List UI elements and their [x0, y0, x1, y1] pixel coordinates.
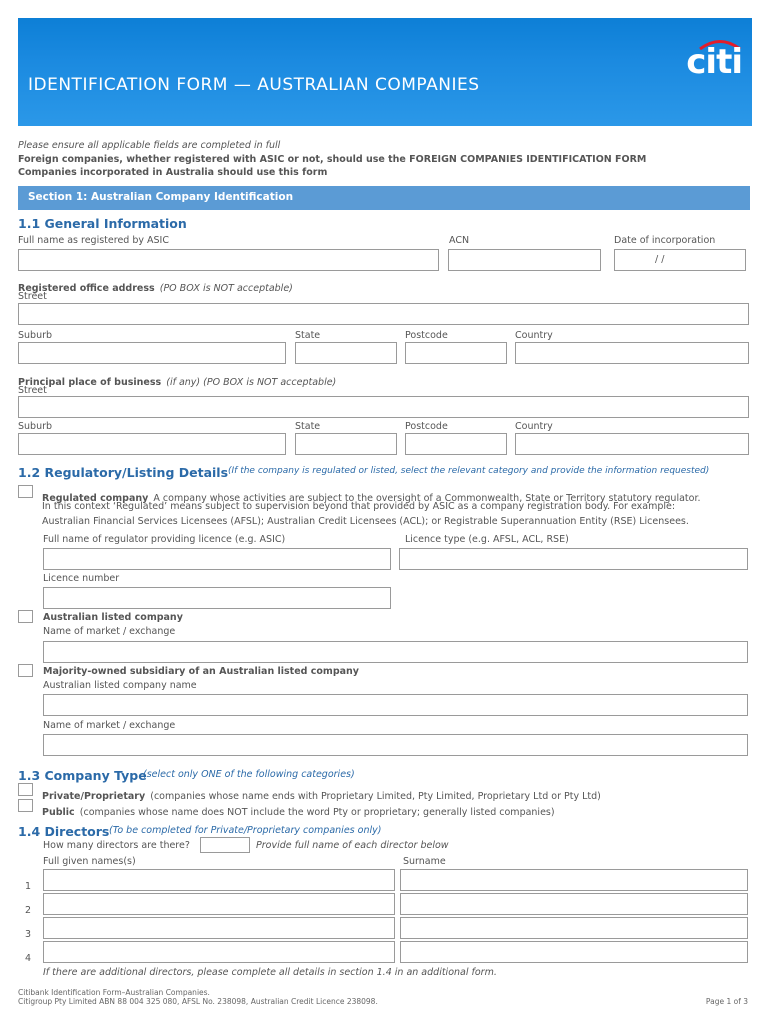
regulated-checkbox[interactable]: [18, 485, 33, 498]
intro-line-1: Please ensure all applicable fields are completed in full: [18, 140, 281, 151]
director-row-number: 2: [25, 905, 32, 916]
principal-label-group: [18, 370, 336, 389]
principal-note: (if any) (PO BOX is NOT acceptable): [166, 377, 337, 388]
licence-type-label: Licence type (e.g. AFSL, ACL, RSE): [405, 534, 569, 545]
principal-label: Principal place of business: [18, 377, 162, 388]
suburb2-input[interactable]: [18, 433, 286, 455]
header-banner: [18, 18, 752, 126]
section-1-bar: [18, 186, 750, 210]
state-label: State: [295, 330, 321, 341]
regulator-name-label: Full name of regulator providing licence (e.g. ASIC): [43, 534, 286, 545]
regulated-desc-1: A company whose activities are subject to the oversight of a Commonwealth, State or Territory statutory regulator.: [153, 493, 701, 504]
postcode2-input[interactable]: [405, 433, 507, 455]
intro-line-3: Companies incorporated in Australia should use this form: [18, 167, 328, 178]
public-line: [42, 800, 555, 819]
footer-line-1: Citibank Identification Form–Australian Companies.: [18, 988, 210, 997]
licence-number-input[interactable]: [43, 587, 391, 609]
doi-separators: / /: [655, 254, 665, 265]
private-title: Private/Proprietary: [42, 791, 146, 802]
subsidiary-market-label: Name of market / exchange: [43, 720, 176, 731]
director-row-number: 4: [25, 953, 32, 964]
director-1-surname-input[interactable]: [400, 869, 748, 891]
director-4-surname-input[interactable]: [400, 941, 748, 963]
regulator-name-input[interactable]: [43, 548, 391, 570]
full-name-label: Full name as registered by ASIC: [18, 235, 169, 246]
director-row-number: 1: [25, 881, 32, 892]
listed-market-label: Name of market / exchange: [43, 626, 176, 637]
country-label: Country: [515, 330, 553, 341]
surname-label: Surname: [403, 856, 446, 867]
suburb-label: Suburb: [18, 330, 53, 341]
director-4-given-input[interactable]: [43, 941, 395, 963]
doi-label: Date of incorporation: [614, 235, 716, 246]
suburb-input[interactable]: [18, 342, 286, 364]
public-title: Public: [42, 807, 75, 818]
page-title: IDENTIFICATION FORM — AUSTRALIAN COMPANIES: [28, 75, 480, 95]
regulatory-note: (If the company is regulated or listed, select the relevant category and provide the information requested): [228, 466, 710, 476]
director-1-given-input[interactable]: [43, 869, 395, 891]
state2-label: State: [295, 421, 321, 432]
acn-input[interactable]: [448, 249, 601, 271]
street-label: Street: [18, 291, 47, 302]
directors-note: (To be completed for Private/Proprietary companies only): [109, 825, 382, 836]
state-input[interactable]: [295, 342, 397, 364]
how-many-input[interactable]: [200, 837, 250, 853]
subsidiary-checkbox[interactable]: [18, 664, 33, 677]
director-3-given-input[interactable]: [43, 917, 395, 939]
licence-number-label: Licence number: [43, 573, 120, 584]
page-number: Page 1 of 3: [705, 997, 748, 1006]
company-type-note: (select only ONE of the following categories): [143, 769, 355, 780]
full-name-input[interactable]: [18, 249, 439, 271]
subsidiary-company-label: Australian listed company name: [43, 680, 197, 691]
regulatory-heading: 1.2 Regulatory/Listing Details: [18, 465, 229, 480]
acn-label: ACN: [449, 235, 470, 246]
postcode-input[interactable]: [405, 342, 507, 364]
director-3-surname-input[interactable]: [400, 917, 748, 939]
listed-title: Australian listed company: [43, 612, 183, 623]
postcode-label: Postcode: [405, 330, 448, 341]
additional-directors-note: If there are additional directors, please complete all details in section 1.4 in an additional form.: [43, 967, 497, 978]
public-checkbox[interactable]: [18, 799, 33, 812]
private-checkbox[interactable]: [18, 783, 33, 796]
director-row-number: 3: [25, 929, 32, 940]
country2-label: Country: [515, 421, 553, 432]
country2-input[interactable]: [515, 433, 749, 455]
street-input[interactable]: [18, 303, 749, 325]
listed-market-input[interactable]: [43, 641, 748, 663]
regulated-desc-2: In this context ‘Regulated’ means subject to supervision beyond that provided by ASIC as a company registration body. For example:: [42, 501, 676, 512]
subsidiary-company-input[interactable]: [43, 694, 748, 716]
public-desc: (companies whose name does NOT include the word Pty or proprietary; generally listed companies): [79, 807, 555, 818]
state2-input[interactable]: [295, 433, 397, 455]
section-1-title: Section 1: Australian Company Identification: [28, 191, 294, 203]
intro-line-2: Foreign companies, whether registered with ASIC or not, should use the FOREIGN COMPANIES IDENTIFICATION FORM: [18, 154, 647, 165]
doi-input[interactable]: [614, 249, 746, 271]
company-type-heading: 1.3 Company Type: [18, 768, 147, 783]
general-info-heading: 1.1 General Information: [18, 216, 187, 231]
country-input[interactable]: [515, 342, 749, 364]
street2-input[interactable]: [18, 396, 749, 418]
subsidiary-title: Majority-owned subsidiary of an Australian listed company: [43, 666, 359, 677]
director-2-given-input[interactable]: [43, 893, 395, 915]
regulated-title: Regulated company: [42, 493, 149, 504]
citi-logo: citi: [686, 42, 742, 82]
given-names-label: Full given names(s): [43, 856, 136, 867]
private-desc: (companies whose name ends with Proprietary Limited, Pty Limited, Proprietary Ltd or Pty Ltd): [150, 791, 601, 802]
reg-office-label: Registered office address: [18, 283, 155, 294]
suburb2-label: Suburb: [18, 421, 53, 432]
regulated-desc-3: Australian Financial Services Licensees (AFSL); Australian Credit Licensees (ACL); or Registrable Superannuation Entity (RSE) Licensees.: [42, 516, 689, 527]
listed-checkbox[interactable]: [18, 610, 33, 623]
provide-note: Provide full name of each director below: [256, 840, 449, 851]
footer-line-2: Citigroup Pty Limited ABN 88 004 325 080, AFSL No. 238098, Australian Credit Licence 238098.: [18, 997, 378, 1006]
how-many-label: How many directors are there?: [43, 840, 190, 851]
licence-type-input[interactable]: [399, 548, 748, 570]
directors-heading: 1.4 Directors: [18, 824, 110, 839]
postcode2-label: Postcode: [405, 421, 448, 432]
reg-office-label-group: [18, 276, 293, 295]
reg-office-note: (PO BOX is NOT acceptable): [159, 283, 293, 294]
street2-label: Street: [18, 385, 47, 396]
subsidiary-market-input[interactable]: [43, 734, 748, 756]
director-2-surname-input[interactable]: [400, 893, 748, 915]
